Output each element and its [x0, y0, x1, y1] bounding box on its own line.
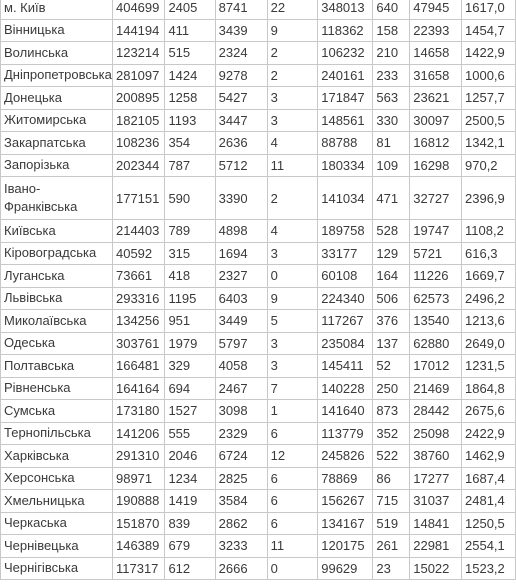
value-cell-8: 2500,5 [462, 109, 516, 132]
value-cell-5: 88788 [318, 132, 373, 155]
region-name-cell: Сумська [1, 400, 113, 423]
region-name-cell: Донецька [1, 87, 113, 110]
value-cell-2: 2405 [165, 0, 215, 19]
value-cell-8: 1523,2 [462, 557, 516, 580]
value-cell-1: 40592 [112, 242, 164, 265]
region-name-cell: Харківська [1, 445, 113, 468]
value-cell-1: 164164 [112, 377, 164, 400]
value-cell-5: 245826 [318, 445, 373, 468]
value-cell-5: 120175 [318, 535, 373, 558]
value-cell-2: 418 [165, 265, 215, 288]
value-cell-6: 873 [373, 400, 410, 423]
region-name-cell: Одеська [1, 332, 113, 355]
value-cell-4: 12 [267, 445, 318, 468]
table-row [1, 0, 516, 19]
value-cell-3: 2467 [215, 377, 267, 400]
value-cell-4: 3 [267, 87, 318, 110]
value-cell-7: 31037 [410, 490, 462, 513]
region-name-cell: Черкаська [1, 512, 113, 535]
value-cell-1: 166481 [112, 355, 164, 378]
value-cell-1: 182105 [112, 109, 164, 132]
region-name-cell: Хмельницька [1, 490, 113, 513]
value-cell-7: 22981 [410, 535, 462, 558]
value-cell-4: 4 [267, 132, 318, 155]
value-cell-1: 404699 [112, 0, 164, 19]
table-row [1, 400, 516, 423]
value-cell-3: 2862 [215, 512, 267, 535]
value-cell-4: 11 [267, 535, 318, 558]
value-cell-3: 2636 [215, 132, 267, 155]
value-cell-4: 3 [267, 242, 318, 265]
value-cell-3: 8741 [215, 0, 267, 19]
value-cell-5: 141034 [318, 177, 373, 220]
value-cell-5: 148561 [318, 109, 373, 132]
value-cell-1: 293316 [112, 287, 164, 310]
table-row [1, 64, 516, 87]
value-cell-4: 0 [267, 557, 318, 580]
value-cell-5: 60108 [318, 265, 373, 288]
value-cell-5: 156267 [318, 490, 373, 513]
value-cell-7: 28442 [410, 400, 462, 423]
value-cell-5: 78869 [318, 467, 373, 490]
region-name-cell: Рівненська [1, 377, 113, 400]
value-cell-5: 113779 [318, 422, 373, 445]
value-cell-6: 210 [373, 42, 410, 65]
value-cell-3: 5712 [215, 154, 267, 177]
value-cell-5: 240161 [318, 64, 373, 87]
value-cell-4: 3 [267, 355, 318, 378]
value-cell-2: 354 [165, 132, 215, 155]
table-row [1, 42, 516, 65]
value-cell-6: 715 [373, 490, 410, 513]
value-cell-6: 52 [373, 355, 410, 378]
value-cell-2: 2046 [165, 445, 215, 468]
value-cell-2: 787 [165, 154, 215, 177]
table-row [1, 132, 516, 155]
value-cell-4: 2 [267, 177, 318, 220]
table-row [1, 467, 516, 490]
table-row [1, 287, 516, 310]
value-cell-2: 1258 [165, 87, 215, 110]
table-row [1, 490, 516, 513]
value-cell-4: 2 [267, 64, 318, 87]
region-name-cell: Івано- Франківська [1, 177, 113, 220]
value-cell-2: 515 [165, 42, 215, 65]
value-cell-6: 471 [373, 177, 410, 220]
value-cell-1: 303761 [112, 332, 164, 355]
value-cell-2: 1195 [165, 287, 215, 310]
value-cell-1: 98971 [112, 467, 164, 490]
value-cell-7: 11226 [410, 265, 462, 288]
value-cell-7: 15022 [410, 557, 462, 580]
value-cell-7: 16812 [410, 132, 462, 155]
table-row [1, 512, 516, 535]
value-cell-7: 47945 [410, 0, 462, 19]
value-cell-7: 32727 [410, 177, 462, 220]
value-cell-2: 411 [165, 19, 215, 42]
table-row [1, 422, 516, 445]
region-name-cell: Миколаївська [1, 310, 113, 333]
value-cell-6: 23 [373, 557, 410, 580]
value-cell-2: 1234 [165, 467, 215, 490]
value-cell-7: 19747 [410, 220, 462, 243]
value-cell-5: 235084 [318, 332, 373, 355]
table-row [1, 557, 516, 580]
value-cell-3: 3447 [215, 109, 267, 132]
value-cell-4: 4 [267, 220, 318, 243]
table-row [1, 310, 516, 333]
value-cell-3: 2329 [215, 422, 267, 445]
value-cell-2: 1419 [165, 490, 215, 513]
value-cell-3: 5427 [215, 87, 267, 110]
region-name-cell: м. Київ [1, 0, 113, 19]
value-cell-6: 376 [373, 310, 410, 333]
value-cell-6: 352 [373, 422, 410, 445]
value-cell-4: 3 [267, 109, 318, 132]
region-name-cell: Закарпатська [1, 132, 113, 155]
value-cell-8: 1257,7 [462, 87, 516, 110]
table-row [1, 87, 516, 110]
value-cell-1: 281097 [112, 64, 164, 87]
region-name-cell: Вінницька [1, 19, 113, 42]
value-cell-1: 123214 [112, 42, 164, 65]
value-cell-4: 11 [267, 154, 318, 177]
value-cell-7: 14658 [410, 42, 462, 65]
value-cell-1: 200895 [112, 87, 164, 110]
value-cell-8: 2481,4 [462, 490, 516, 513]
region-name-cell: Кіровоградська [1, 242, 113, 265]
value-cell-6: 137 [373, 332, 410, 355]
value-cell-5: 118362 [318, 19, 373, 42]
value-cell-7: 23621 [410, 87, 462, 110]
table-row [1, 109, 516, 132]
value-cell-7: 17012 [410, 355, 462, 378]
value-cell-7: 30097 [410, 109, 462, 132]
value-cell-8: 1231,5 [462, 355, 516, 378]
value-cell-1: 202344 [112, 154, 164, 177]
value-cell-4: 9 [267, 287, 318, 310]
value-cell-2: 1193 [165, 109, 215, 132]
value-cell-8: 1669,7 [462, 265, 516, 288]
value-cell-8: 1422,9 [462, 42, 516, 65]
value-cell-8: 1108,2 [462, 220, 516, 243]
table-row [1, 377, 516, 400]
value-cell-2: 1979 [165, 332, 215, 355]
value-cell-8: 1342,1 [462, 132, 516, 155]
value-cell-5: 141640 [318, 400, 373, 423]
value-cell-6: 506 [373, 287, 410, 310]
region-name-cell: Київська [1, 220, 113, 243]
value-cell-6: 563 [373, 87, 410, 110]
table-row [1, 19, 516, 42]
value-cell-8: 1250,5 [462, 512, 516, 535]
value-cell-8: 1687,4 [462, 467, 516, 490]
value-cell-5: 171847 [318, 87, 373, 110]
value-cell-8: 2675,6 [462, 400, 516, 423]
region-name-cell: Запорізька [1, 154, 113, 177]
value-cell-3: 3233 [215, 535, 267, 558]
value-cell-8: 1617,0 [462, 0, 516, 19]
value-cell-6: 86 [373, 467, 410, 490]
value-cell-6: 109 [373, 154, 410, 177]
value-cell-2: 555 [165, 422, 215, 445]
value-cell-5: 99629 [318, 557, 373, 580]
value-cell-4: 9 [267, 19, 318, 42]
value-cell-1: 144194 [112, 19, 164, 42]
value-cell-3: 3449 [215, 310, 267, 333]
value-cell-8: 2649,0 [462, 332, 516, 355]
value-cell-4: 7 [267, 377, 318, 400]
value-cell-1: 214403 [112, 220, 164, 243]
value-cell-1: 177151 [112, 177, 164, 220]
value-cell-2: 1527 [165, 400, 215, 423]
value-cell-8: 2396,9 [462, 177, 516, 220]
value-cell-4: 1 [267, 400, 318, 423]
value-cell-3: 9278 [215, 64, 267, 87]
value-cell-5: 117267 [318, 310, 373, 333]
value-cell-7: 16298 [410, 154, 462, 177]
value-cell-3: 2666 [215, 557, 267, 580]
value-cell-7: 38760 [410, 445, 462, 468]
value-cell-7: 22393 [410, 19, 462, 42]
value-cell-7: 31658 [410, 64, 462, 87]
value-cell-4: 6 [267, 512, 318, 535]
value-cell-3: 2825 [215, 467, 267, 490]
table-row [1, 154, 516, 177]
value-cell-1: 141206 [112, 422, 164, 445]
table-body [1, 0, 516, 580]
table-row [1, 242, 516, 265]
value-cell-3: 3439 [215, 19, 267, 42]
value-cell-6: 640 [373, 0, 410, 19]
value-cell-6: 129 [373, 242, 410, 265]
value-cell-3: 4898 [215, 220, 267, 243]
value-cell-7: 62880 [410, 332, 462, 355]
table-row [1, 355, 516, 378]
value-cell-5: 106232 [318, 42, 373, 65]
table-row [1, 445, 516, 468]
value-cell-2: 329 [165, 355, 215, 378]
table-row [1, 265, 516, 288]
value-cell-2: 789 [165, 220, 215, 243]
value-cell-7: 62573 [410, 287, 462, 310]
value-cell-6: 81 [373, 132, 410, 155]
value-cell-3: 6403 [215, 287, 267, 310]
value-cell-2: 694 [165, 377, 215, 400]
value-cell-1: 151870 [112, 512, 164, 535]
value-cell-6: 330 [373, 109, 410, 132]
value-cell-4: 6 [267, 422, 318, 445]
value-cell-1: 146389 [112, 535, 164, 558]
region-name-cell: Чернігівська [1, 557, 113, 580]
table-row [1, 535, 516, 558]
table-row [1, 177, 516, 220]
value-cell-2: 315 [165, 242, 215, 265]
value-cell-8: 1000,6 [462, 64, 516, 87]
table-row [1, 220, 516, 243]
value-cell-3: 3390 [215, 177, 267, 220]
value-cell-2: 951 [165, 310, 215, 333]
value-cell-1: 291310 [112, 445, 164, 468]
value-cell-4: 5 [267, 310, 318, 333]
value-cell-7: 5721 [410, 242, 462, 265]
value-cell-2: 839 [165, 512, 215, 535]
value-cell-3: 3098 [215, 400, 267, 423]
value-cell-6: 164 [373, 265, 410, 288]
region-name-cell: Житомирська [1, 109, 113, 132]
value-cell-7: 17277 [410, 467, 462, 490]
value-cell-5: 224340 [318, 287, 373, 310]
value-cell-1: 73661 [112, 265, 164, 288]
value-cell-8: 970,2 [462, 154, 516, 177]
value-cell-3: 4058 [215, 355, 267, 378]
value-cell-6: 519 [373, 512, 410, 535]
value-cell-4: 3 [267, 332, 318, 355]
value-cell-7: 21469 [410, 377, 462, 400]
region-name-cell: Волинська [1, 42, 113, 65]
value-cell-4: 6 [267, 490, 318, 513]
value-cell-6: 522 [373, 445, 410, 468]
region-name-cell: Херсонська [1, 467, 113, 490]
region-name-cell: Тернопільська [1, 422, 113, 445]
value-cell-8: 616,3 [462, 242, 516, 265]
value-cell-6: 250 [373, 377, 410, 400]
value-cell-4: 0 [267, 265, 318, 288]
region-name-cell: Дніпропетровська [1, 64, 113, 87]
value-cell-7: 25098 [410, 422, 462, 445]
value-cell-6: 261 [373, 535, 410, 558]
value-cell-6: 158 [373, 19, 410, 42]
region-name-cell: Полтавська [1, 355, 113, 378]
value-cell-8: 1462,9 [462, 445, 516, 468]
value-cell-5: 180334 [318, 154, 373, 177]
value-cell-8: 2422,9 [462, 422, 516, 445]
value-cell-7: 14841 [410, 512, 462, 535]
value-cell-2: 612 [165, 557, 215, 580]
value-cell-8: 1864,8 [462, 377, 516, 400]
value-cell-4: 22 [267, 0, 318, 19]
value-cell-5: 145411 [318, 355, 373, 378]
value-cell-5: 134167 [318, 512, 373, 535]
value-cell-5: 33177 [318, 242, 373, 265]
value-cell-5: 348013 [318, 0, 373, 19]
value-cell-3: 5797 [215, 332, 267, 355]
value-cell-8: 1454,7 [462, 19, 516, 42]
value-cell-1: 173180 [112, 400, 164, 423]
value-cell-4: 6 [267, 467, 318, 490]
value-cell-8: 1213,6 [462, 310, 516, 333]
value-cell-2: 1424 [165, 64, 215, 87]
value-cell-6: 233 [373, 64, 410, 87]
value-cell-6: 528 [373, 220, 410, 243]
value-cell-5: 140228 [318, 377, 373, 400]
value-cell-2: 679 [165, 535, 215, 558]
value-cell-1: 117317 [112, 557, 164, 580]
value-cell-8: 2554,1 [462, 535, 516, 558]
region-name-cell: Чернівецька [1, 535, 113, 558]
value-cell-4: 2 [267, 42, 318, 65]
value-cell-1: 190888 [112, 490, 164, 513]
value-cell-5: 189758 [318, 220, 373, 243]
value-cell-3: 6724 [215, 445, 267, 468]
value-cell-3: 1694 [215, 242, 267, 265]
value-cell-1: 108236 [112, 132, 164, 155]
value-cell-8: 2496,2 [462, 287, 516, 310]
table-row [1, 332, 516, 355]
value-cell-7: 13540 [410, 310, 462, 333]
value-cell-3: 2324 [215, 42, 267, 65]
value-cell-3: 3584 [215, 490, 267, 513]
region-name-cell: Луганська [1, 265, 113, 288]
value-cell-2: 590 [165, 177, 215, 220]
region-name-cell: Львівська [1, 287, 113, 310]
value-cell-3: 2327 [215, 265, 267, 288]
value-cell-1: 134256 [112, 310, 164, 333]
